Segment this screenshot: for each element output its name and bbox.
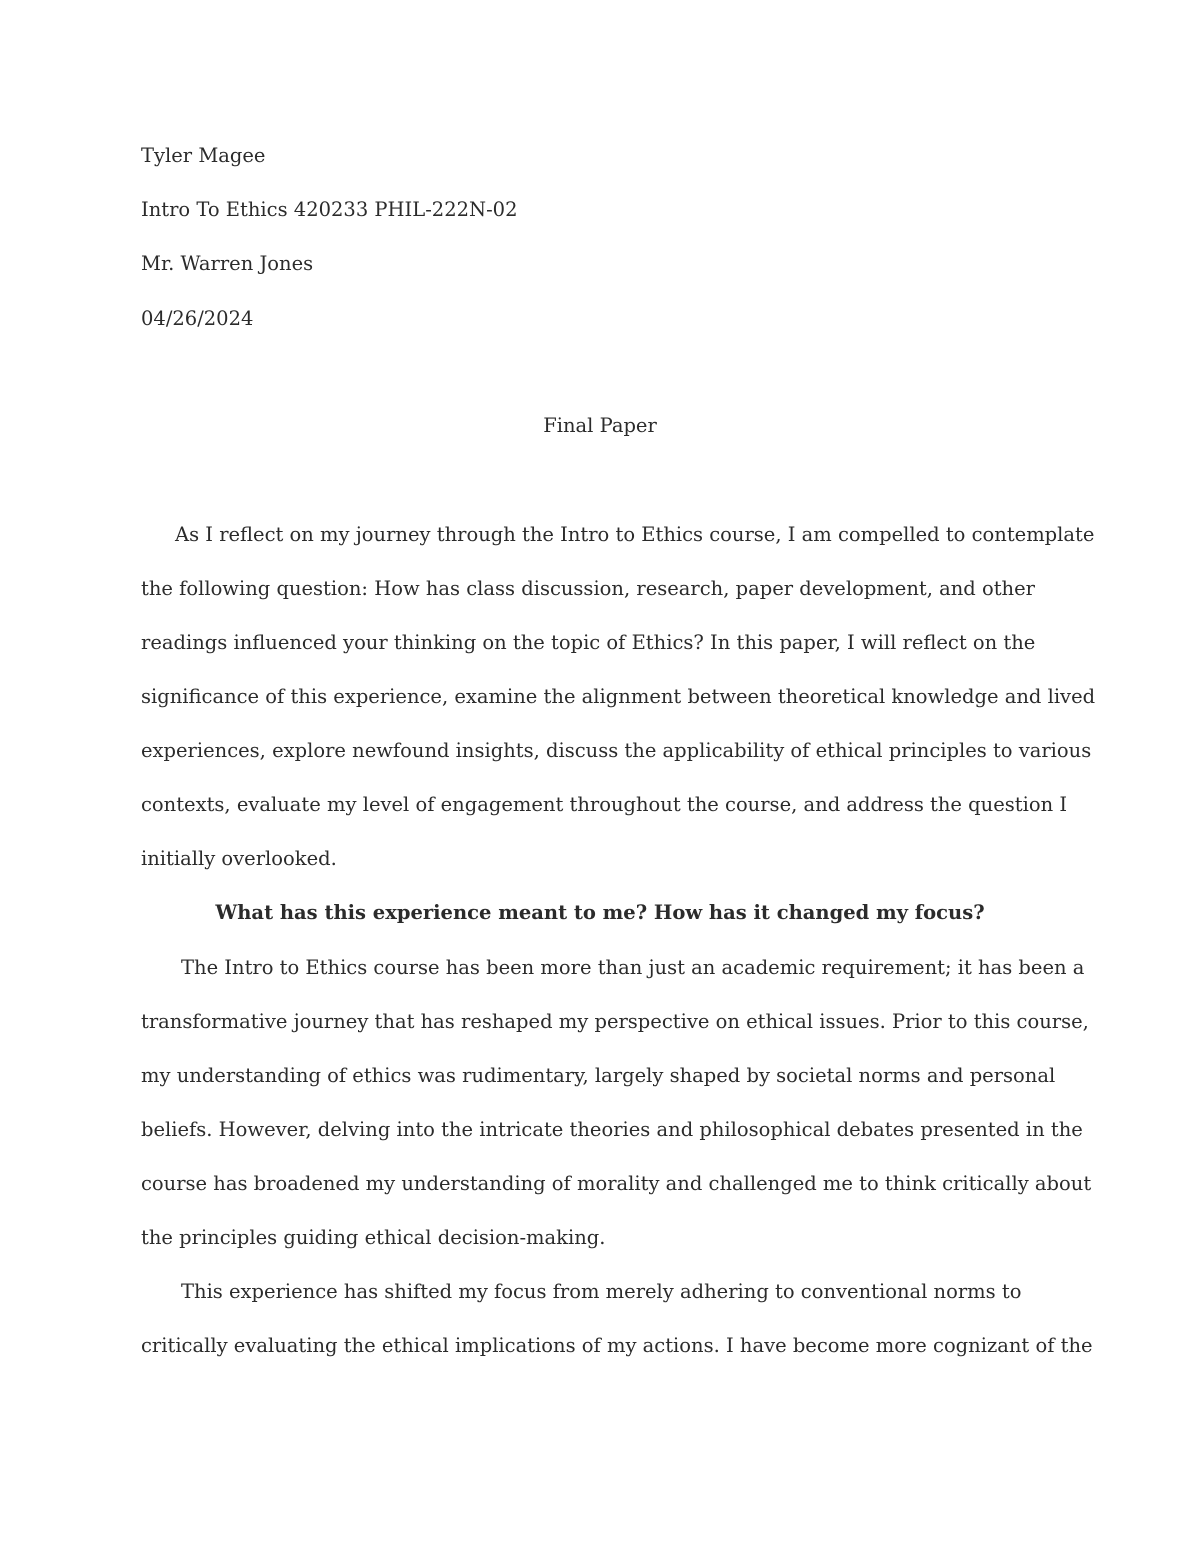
- paragraph-line: my understanding of ethics was rudimentary, largely shaped by societal norms and personal: [141, 1064, 1056, 1087]
- paragraph-line: course has broadened my understanding of morality and challenged me to think critically about: [141, 1172, 1092, 1195]
- paper-date: 04/26/2024: [141, 307, 254, 330]
- paragraph-line: contexts, evaluate my level of engagement throughout the course, and address the question I: [141, 793, 1068, 816]
- paragraph-line: As I reflect on my journey through the Intro to Ethics course, I am compelled to contemplate: [175, 523, 1095, 546]
- section-heading: What has this experience meant to me? How has it changed my focus?: [215, 901, 985, 924]
- paragraph-line: significance of this experience, examine the alignment between theoretical knowledge and lived: [141, 685, 1096, 708]
- paragraph-line: The Intro to Ethics course has been more than just an academic requirement; it has been a: [181, 956, 1085, 979]
- paragraph-line: the principles guiding ethical decision-making.: [141, 1226, 606, 1249]
- paragraph-line: experiences, explore newfound insights, discuss the applicability of ethical principles to various: [141, 739, 1092, 762]
- instructor-name: Mr. Warren Jones: [141, 252, 314, 275]
- paragraph-line: This experience has shifted my focus from merely adhering to conventional norms to: [181, 1280, 1022, 1303]
- paragraph-line: transformative journey that has reshaped my perspective on ethical issues. Prior to this course,: [141, 1010, 1089, 1033]
- paragraph-line: readings influenced your thinking on the topic of Ethics? In this paper, I will reflect on the: [141, 631, 1036, 654]
- paragraph-line: critically evaluating the ethical implications of my actions. I have become more cognizant of the: [141, 1334, 1093, 1357]
- paragraph-line: beliefs. However, delving into the intricate theories and philosophical debates presented in the: [141, 1118, 1083, 1141]
- paragraph-line: initially overlooked.: [141, 847, 337, 870]
- author-name: Tyler Magee: [141, 144, 266, 167]
- paper-title: Final Paper: [543, 414, 657, 437]
- paragraph-line: the following question: How has class discussion, research, paper development, and other: [141, 577, 1035, 600]
- course-info: Intro To Ethics 420233 PHIL-222N-02: [141, 198, 518, 221]
